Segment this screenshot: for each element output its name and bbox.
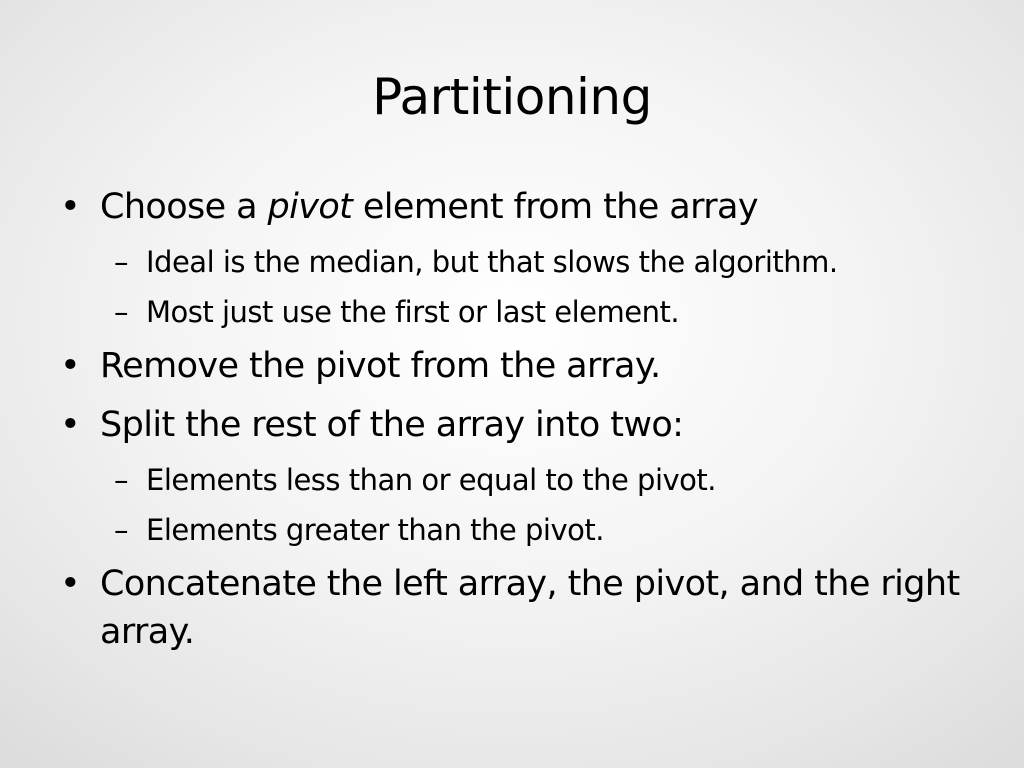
sub-bullet-item (58, 460, 978, 500)
bullet-text: Remove the pivot from the array. (100, 346, 661, 386)
bullet-item (58, 342, 978, 390)
dash-marker: – (114, 245, 128, 279)
sub-bullet-text: Elements less than or equal to the pivot. (146, 463, 717, 497)
dash-marker: – (114, 513, 128, 547)
sub-bullet-item (58, 510, 978, 550)
bullet-list (58, 183, 978, 667)
sub-bullet-item (58, 292, 978, 332)
dash-marker: – (114, 463, 128, 497)
sub-bullet-text: Most just use the first or last element. (146, 295, 680, 329)
emphasized-word: pivot (267, 187, 353, 227)
bullet-text (100, 187, 758, 227)
bullet-item (58, 401, 978, 449)
bullet-marker: • (60, 346, 81, 386)
bullet-marker: • (60, 405, 81, 445)
bullet-text-part: element from the array (352, 187, 758, 227)
bullet-item (58, 183, 978, 231)
bullet-marker: • (60, 187, 81, 227)
sub-bullet-text: Ideal is the median, but that slows the algorithm. (146, 245, 838, 279)
sub-bullet-text: Elements greater than the pivot. (146, 513, 604, 547)
bullet-text: Concatenate the left array, the pivot, and the right array. (100, 564, 960, 652)
bullet-marker: • (60, 564, 81, 604)
bullet-text-part: Choose a (100, 187, 268, 227)
slide-title: Partitioning (372, 68, 652, 126)
bullet-text: Split the rest of the array into two: (100, 405, 684, 445)
sub-bullet-item (58, 242, 978, 282)
bullet-item (58, 560, 978, 656)
dash-marker: – (114, 295, 128, 329)
